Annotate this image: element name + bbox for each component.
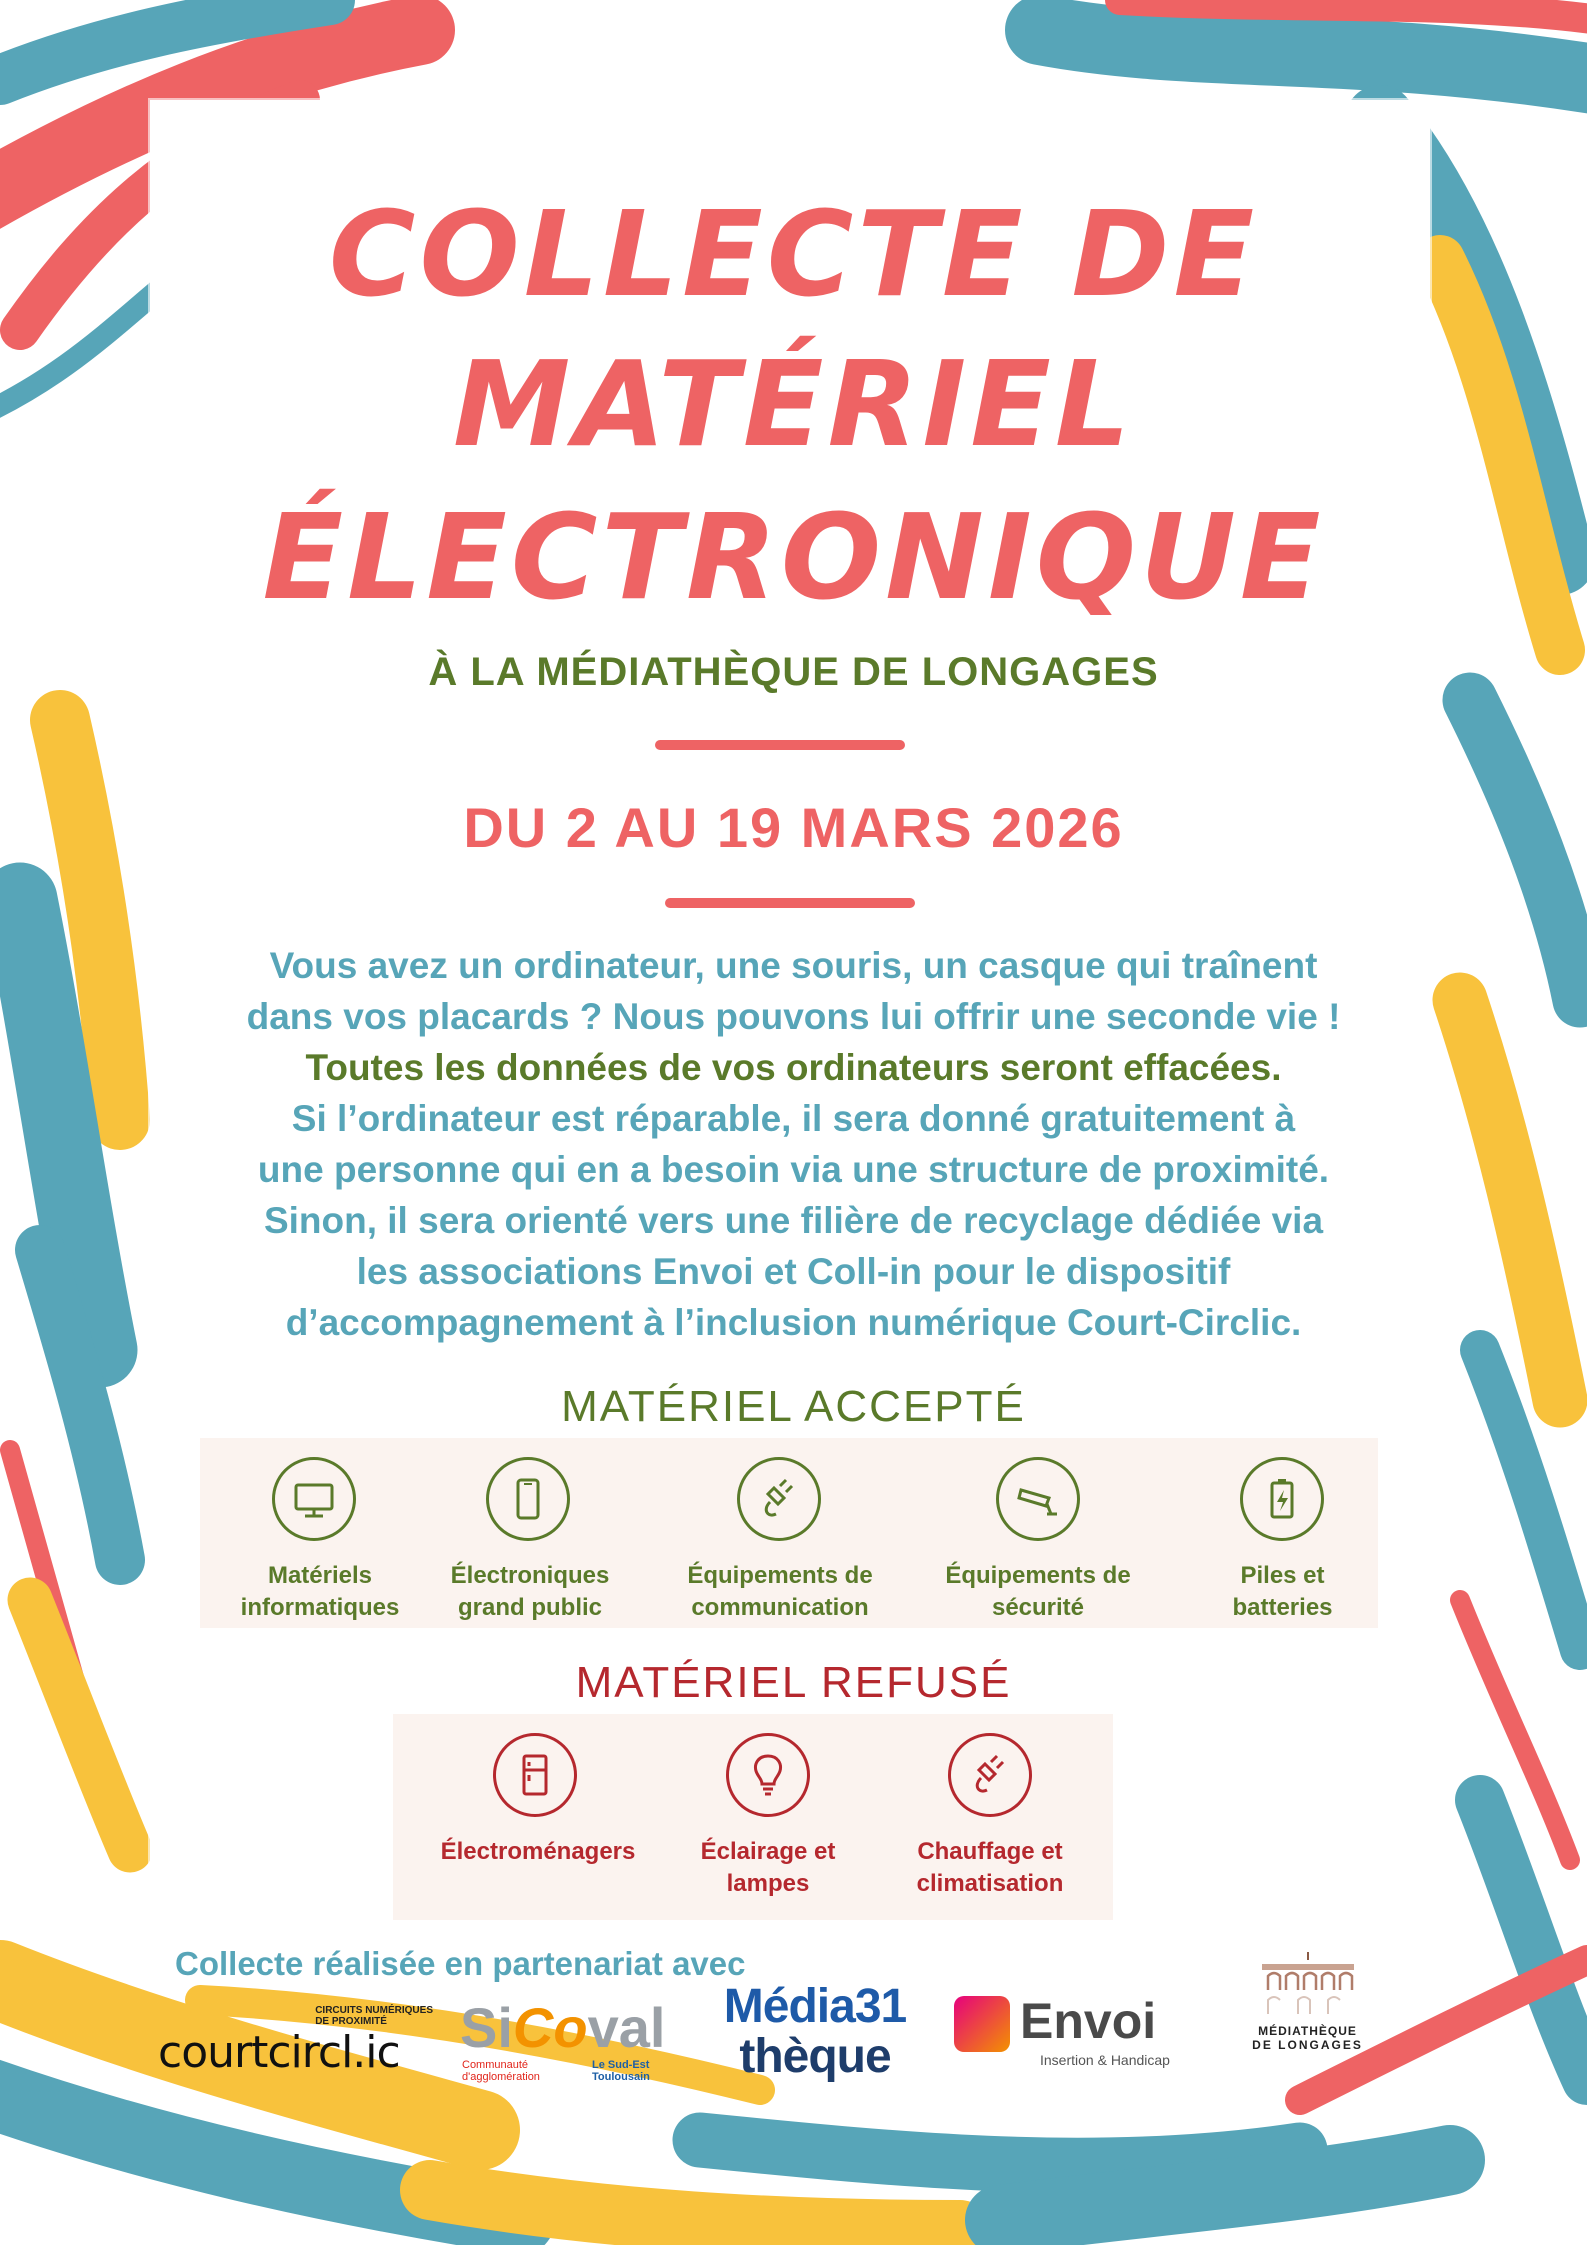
refused-heading: MATÉRIEL REFUSÉ (575, 1658, 1012, 1707)
plug-icon (737, 1457, 821, 1541)
divider-bottom (665, 898, 915, 908)
description-line: dans vos placards ? Nous pouvons lui offrir une seconde vie ! (246, 996, 1341, 1037)
bulb-icon (726, 1733, 810, 1817)
courtcirclic-logo (158, 2005, 433, 2085)
sicoval-wordmark: SiCoval (460, 1996, 666, 2059)
monitor-icon (272, 1457, 356, 1541)
item-label: informatiques (240, 1594, 400, 1621)
description-line-highlight: Toutes les données de vos ordinateurs seront effacées. (305, 1047, 1282, 1088)
item-label: Chauffage et (917, 1838, 1063, 1865)
courtcirclic-tagline: CIRCUITS NUMÉRIQUES DE PROXIMITÉ (315, 2005, 433, 2027)
item-label: sécurité (991, 1594, 1085, 1621)
event-dates: DU 2 AU 19 MARS 2026 (463, 796, 1124, 859)
description-line: Vous avez un ordinateur, une souris, un casque qui traînent (269, 945, 1318, 986)
mediatheque31-line2: thèque (739, 2030, 891, 2083)
longages-line2: DE LONGAGES (1252, 2038, 1363, 2052)
description-line: Sinon, il sera orienté vers une filière de recyclage dédiée via (263, 1200, 1324, 1241)
mediatheque31-logo (710, 1982, 920, 2082)
mediatheque-longages-logo (1235, 1950, 1380, 2080)
library-building-icon (1258, 1950, 1358, 2020)
item-label: climatisation (916, 1870, 1064, 1897)
battery-icon (1240, 1457, 1324, 1541)
accepted-heading: MATÉRIEL ACCEPTÉ (561, 1382, 1026, 1431)
envoi-logo (950, 1990, 1190, 2080)
description (150, 940, 1437, 1348)
title-line-2: MATÉRIEL (452, 335, 1135, 473)
envoi-mark-icon (954, 1996, 1010, 2052)
partners-label: Collecte réalisée en partenariat avec (175, 1945, 746, 1982)
item-label: Électroménagers (440, 1838, 636, 1865)
item-label: Équipements de (687, 1562, 873, 1589)
title-line-1: COLLECTE DE (328, 185, 1259, 323)
envoi-wordmark: Envoi (1020, 1993, 1157, 2049)
description-line: les associations Envoi et Coll-in pour le dispositif (356, 1251, 1231, 1292)
mediatheque31-line1: Média31 (723, 1980, 907, 2033)
description-line: Si l’ordinateur est réparable, il sera donné gratuitement à (291, 1098, 1296, 1139)
item-label: communication (691, 1594, 869, 1621)
title-line-3: ÉLECTRONIQUE (262, 488, 1325, 626)
sicoval-tagline-left: Communauté d'agglomération (462, 2059, 540, 2083)
item-label: Éclairage et (700, 1838, 836, 1865)
sicoval-logo (460, 1995, 675, 2085)
divider-top (655, 740, 905, 750)
item-label: Matériels (267, 1562, 373, 1589)
fridge-icon (493, 1733, 577, 1817)
description-line: une personne qui en a besoin via une structure de proximité. (257, 1149, 1330, 1190)
smartphone-icon (486, 1457, 570, 1541)
subtitle: À LA MÉDIATHÈQUE DE LONGAGES (428, 650, 1159, 694)
item-label: batteries (1232, 1594, 1333, 1621)
description-line: d’accompagnement à l’inclusion numérique Court-Circlic. (285, 1302, 1302, 1343)
longages-line1: MÉDIATHÈQUE (1258, 2024, 1357, 2038)
item-label: Électroniques (450, 1562, 610, 1589)
item-label: grand public (458, 1594, 602, 1621)
item-label: Piles et (1240, 1562, 1325, 1589)
courtcirclic-wordmark: courtcircl.ic (158, 2027, 400, 2078)
item-label: lampes (726, 1870, 810, 1897)
camera-icon (996, 1457, 1080, 1541)
item-label: Équipements de (945, 1562, 1131, 1589)
sicoval-tagline-right: Le Sud-Est Toulousain (592, 2059, 650, 2083)
plug-icon (948, 1733, 1032, 1817)
envoi-tagline: Insertion & Handicap (1040, 2052, 1170, 2068)
